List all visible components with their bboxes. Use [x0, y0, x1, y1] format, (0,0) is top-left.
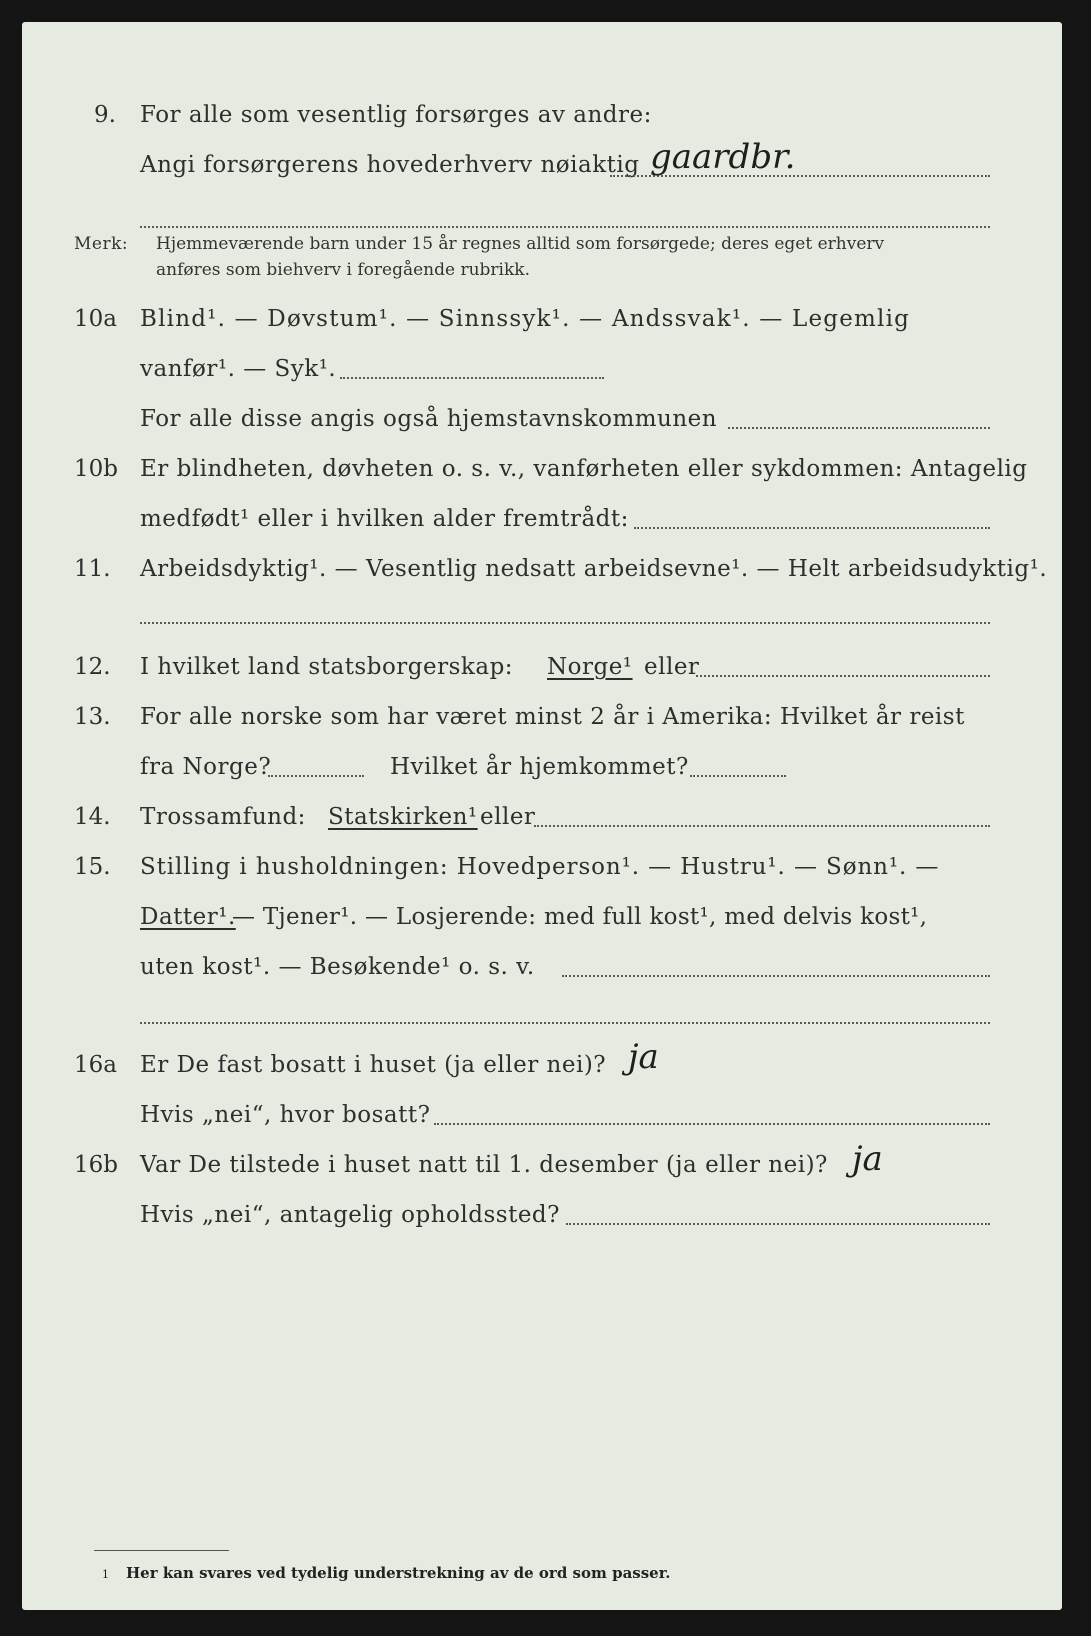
q12-suffix: eller — [644, 654, 700, 680]
q11-line1: Arbeidsdyktig¹. — Vesentlig nedsatt arbeidsevne¹. — Helt arbeidsudyktig¹. — [140, 556, 1048, 582]
q12-answer-line[interactable] — [696, 675, 990, 677]
q15-option-datter[interactable]: Datter¹. — [140, 904, 236, 930]
q14-answer-line[interactable] — [534, 825, 990, 827]
q15-number: 15. — [74, 854, 111, 880]
q13-hjemkommet-line[interactable] — [690, 775, 786, 777]
q14-number: 14. — [74, 804, 111, 830]
q13-reist-line[interactable] — [268, 775, 364, 777]
q15-extra-line[interactable] — [140, 1022, 990, 1024]
q10b-number: 10b — [74, 456, 118, 482]
q9-number: 9. — [94, 102, 116, 128]
q13-line2b: Hvilket år hjemkommet? — [390, 754, 689, 780]
q16a-handwritten-answer: ja — [628, 1037, 659, 1077]
merk-label: Merk: — [74, 234, 129, 254]
form-page — [22, 22, 1062, 1610]
q14-option-statskirken[interactable]: Statskirken¹ — [328, 804, 478, 830]
footnote-mark: 1 — [102, 1568, 109, 1581]
q13-line2a: fra Norge? — [140, 754, 272, 780]
q14-suffix: eller — [480, 804, 536, 830]
q15-line1: Stilling i husholdningen: Hovedperson¹. — Hustru¹. — Sønn¹. — — [140, 854, 940, 880]
q10b-answer-line[interactable] — [634, 527, 990, 529]
q16a-line2: Hvis „nei“, hvor bosatt? — [140, 1102, 431, 1128]
footnote-text: Her kan svares ved tydelig understrekning av de ord som passer. — [126, 1564, 671, 1582]
q10a-hjemstavn-line[interactable] — [728, 427, 990, 429]
q10a-line2: vanfør¹. — Syk¹. — [140, 356, 337, 382]
q16a-line1: Er De fast bosatt i huset (ja eller nei)? — [140, 1052, 607, 1078]
q16b-handwritten-answer: ja — [852, 1139, 883, 1179]
q11-extra-line[interactable] — [140, 622, 990, 624]
q9-line1: For alle som vesentlig forsørges av andre: — [140, 102, 652, 128]
q15-answer-line[interactable] — [562, 975, 990, 977]
merk-line1: Hjemmeværende barn under 15 år regnes alltid som forsørgede; deres eget erhverv — [156, 234, 885, 254]
q16a-answer-line[interactable] — [434, 1123, 990, 1125]
q10b-line2: medfødt¹ eller i hvilken alder fremtrådt: — [140, 506, 629, 532]
q16b-line1: Var De tilstede i huset natt til 1. desember (ja eller nei)? — [140, 1152, 828, 1178]
q15-line2: — Tjener¹. — Losjerende: med full kost¹, med delvis kost¹, — [232, 904, 928, 930]
q12-number: 12. — [74, 654, 111, 680]
q16b-number: 16b — [74, 1152, 118, 1178]
q12-option-norge[interactable]: Norge¹ — [547, 654, 633, 680]
q15-line3: uten kost¹. — Besøkende¹ o. s. v. — [140, 954, 535, 980]
q10a-number: 10a — [74, 306, 117, 332]
q14-prefix: Trossamfund: — [140, 804, 306, 830]
q11-number: 11. — [74, 556, 111, 582]
q13-number: 13. — [74, 704, 111, 730]
q16a-number: 16a — [74, 1052, 117, 1078]
q9-line2: Angi forsørgerens hovederhverv nøiaktig — [140, 152, 640, 178]
q10a-line1: Blind¹. — Døvstum¹. — Sinnssyk¹. — Andssvak¹. — Legemlig — [140, 306, 911, 332]
q10b-line1: Er blindheten, døvheten o. s. v., vanførheten eller sykdommen: Antagelig — [140, 456, 1028, 482]
q10a-syk-line[interactable] — [340, 377, 604, 379]
q12-prefix: I hvilket land statsborgerskap: — [140, 654, 514, 680]
q16b-line2: Hvis „nei“, antagelig opholdssted? — [140, 1202, 560, 1228]
q13-line1: For alle norske som har været minst 2 år i Amerika: Hvilket år reist — [140, 704, 965, 730]
q9-extra-line[interactable] — [140, 226, 990, 228]
q9-handwritten-answer: gaardbr. — [650, 137, 796, 177]
q10a-line3: For alle disse angis også hjemstavnskommunen — [140, 406, 718, 432]
merk-line2: anføres som biehverv i foregående rubrikk. — [156, 260, 530, 280]
footnote-rule — [94, 1550, 229, 1551]
q16b-answer-line[interactable] — [566, 1223, 990, 1225]
